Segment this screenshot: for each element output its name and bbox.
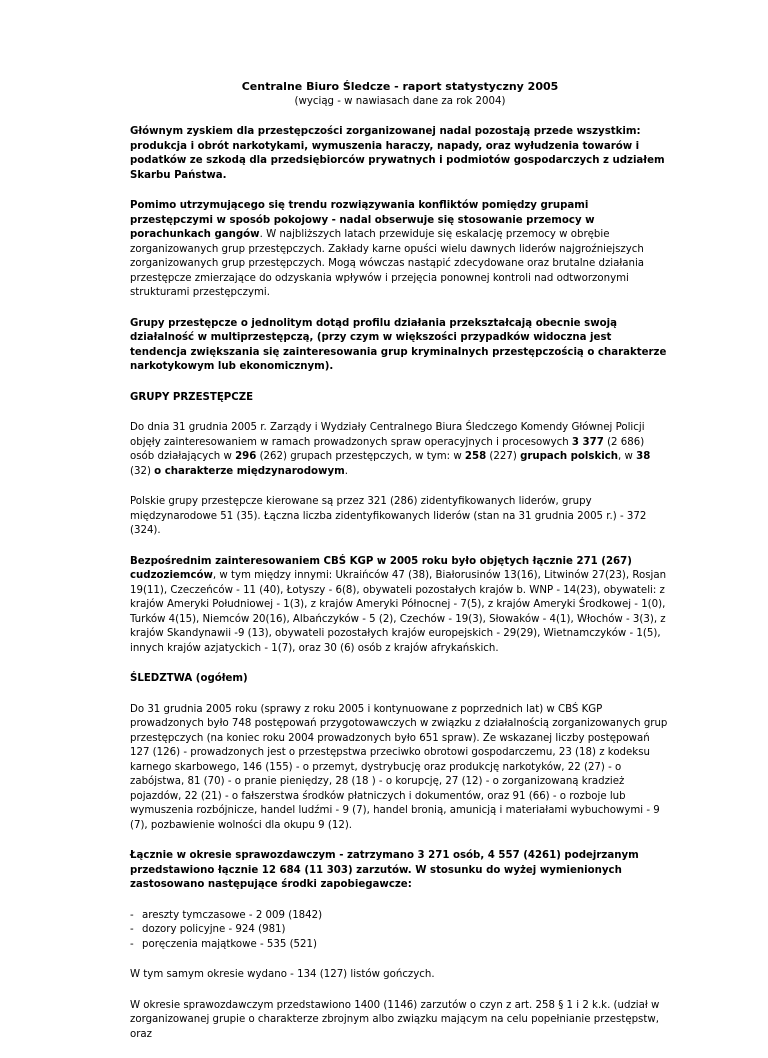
text-fragment: (32) (130, 465, 155, 477)
text-fragment: (262) grupach przestępczych, w tym: w (256, 451, 465, 462)
preventive-measures-list (130, 909, 670, 953)
heading-investigations: ŚLEDZTWA (ogółem) (130, 673, 248, 684)
international-groups-label: o charakterze międzynarodowym (154, 465, 345, 477)
paragraph-multicrime: Grupy przestępcze o jednolitym dotąd profilu działania przekształcają obecnie swoją działalność w multiprzestępczą, (przy czym w większości przypadków widoczna jest tendencja zwiększania się zainteresowania grup kryminalnych przestępczością o charakterze narkotykowym lub ekonomicznym). (130, 317, 667, 372)
document-title: Centralne Biuro Śledcze - raport statystyczny 2005 (241, 80, 559, 93)
text-fragment: , w (618, 451, 637, 462)
groups-count: 296 (235, 451, 257, 462)
paragraph-foreigners-bold: Bezpośrednim zainteresowaniem CBŚ KGP w 2005 roku było objętych łącznie 271 (267) cudzoziemców (130, 555, 632, 581)
text-fragment: . (344, 465, 348, 477)
paragraph-violence-rest: . W najbliższych latach przewiduje się eskalację przemocy w obrębie zorganizowanych grup przestępczych. Zakłady karne opuści wielu dawnych liderów najgroźniejszych zorganizowanych grup przestępczych. Mogą wówczas nastąpić zdecydowane oraz brutalne działania przestępcze zmierzające do odzyskania wpływów i przejęcia ponownej kontroli nad odtworzonymi strukturami przestępczymi. (130, 229, 645, 298)
paragraph-investigations: Do 31 grudnia 2005 roku (sprawy z roku 2005 i kontynuowane z poprzednich lat) w CBŚ KGP prowadzonych było 748 postępowań przygotowawczych w związku z działalnością zorganizowanych grup przestępczych (na koniec roku 2004 prowadzonych było 651 spraw). Ze wskazanej liczby postępowań 127 (126) - prowadzonych jest o przestępstwa przeciwko obrotowi gospodarczemu, 23 (18) z kodeksu karnego skarbowego, 146 (155) - o przemyt, dystrybucję oraz produkcję narkotyków, 22 (27) - o zabójstwa, 81 (70) - o pranie pieniędzy, 28 (18 ) - o korupcję, 27 (12) - o zorganizowaną kradzież pojazdów, 22 (21) - o fałszerstwa środków płatniczych i dokumentów, oraz 91 (66) - o rozboje lub wymuszenia rozbójnicze, handel ludźmi - 9 (7), handel bronią, amunicją i materiałami wybuchowymi - 9 (7), pozbawienie wolności dla okupu 9 (12). (130, 703, 668, 831)
list-item: - areszty tymczasowe - 2 009 (1842) (130, 909, 670, 924)
paragraph-foreigners-rest: , w tym między innymi: Ukraińców 47 (38), Białorusinów 13(16), Litwinów 27(23), Rosjan 19(11), Czeczeńców - 11 (40), Łotyszy - 6(8), obywateli pozostałych krajów b. WNP - 14(23), obywateli: z krajów Ameryki Południowej - 1(3), z krajów Ameryki Północnej - 7(5), z krajów Ameryki Środkowej - 1(0), Turków 4(15), Niemców 20(16), Albańczyków - 5 (2), Czechów - 19(3), Słowaków - 4(1), Włochów - 3(3), z krajów Skandynawii -9 (13), obywateli pozostałych krajów europejskich - 29(29), Wietnamczyków - 1(5), innych krajów azjatyckich - 1(7), oraz 30 (6) osób z krajów afrykańskich. (130, 570, 667, 654)
polish-groups-count: 258 (464, 451, 487, 462)
text-fragment: Do dnia 31 grudnia 2005 r. Zarządy i Wydziały Centralnego Biura Śledczego Komendy Głównej Policji objęły zainteresowaniem w ramach prowadzonych spraw operacyjnych i procesowych (130, 422, 645, 448)
list-item: - poręczenia majątkowe - 535 (521) (130, 938, 670, 953)
text-fragment: (2 686) osób działających w (130, 436, 645, 462)
paragraph-foreigners (130, 555, 670, 657)
polish-groups-label: grupach polskich (520, 451, 619, 462)
paragraph-violence (130, 199, 670, 301)
paragraph-leaders: Polskie grupy przestępcze kierowane są przez 321 (286) zidentyfikowanych liderów, grupy międzynarodowe 51 (35). Łączna liczba zidentyfikowanych liderów (stan na 31 grudnia 2005 r.) - 372 (324). (130, 496, 647, 536)
text-fragment: (227) (486, 451, 521, 462)
international-groups-count: 38 (636, 451, 651, 462)
list-item: - dozory policyjne - 924 (981) (130, 923, 670, 938)
paragraph-main-profits: Głównym zyskiem dla przestępczości zorganizowanej nadal pozostają przede wszystkim: produkcja i obrót narkotykami, wymuszenia haraczy, napady, oraz wyłudzenia towarów i podatków ze szkodą dla przedsiębiorców prywatnych i podmiotów gospodarczych z udziałem Skarbu Państwa. (130, 126, 665, 181)
paragraph-charges: W okresie sprawozdawczym przedstawiono 1400 (1146) zarzutów o czyn z art. 258 § 1 i 2 k.k. (udział w zorganizowanej grupie o charakterze zbrojnym albo związku mającym na celu popełnianie przestępstw, oraz (130, 999, 660, 1040)
paragraph-detentions: Łącznie w okresie sprawozdawczym - zatrzymano 3 271 osób, 4 557 (4261) podejrzanym przedstawiono łącznie 12 684 (11 303) zarzutów. W stosunku do wyżej wymienionych zastosowano następujące środki zapobiegawcze: (130, 850, 639, 890)
paragraph-groups-stats (130, 421, 670, 479)
document-page (130, 80, 670, 1058)
paragraph-violence-bold: Pomimo utrzymującego się trendu rozwiązywania konfliktów pomiędzy grupami przestępczymi w sposób pokojowy - nadal obserwuje się stosowanie przemocy w porachunkach gangów (130, 200, 595, 240)
paragraph-wanted-notices: W tym samym okresie wydano - 134 (127) listów gończych. (130, 969, 435, 980)
document-subtitle: (wyciąg - w nawiasach dane za rok 2004) (294, 95, 506, 107)
persons-count: 3 377 (571, 436, 604, 448)
heading-groups: GRUPY PRZESTĘPCZE (130, 391, 254, 403)
